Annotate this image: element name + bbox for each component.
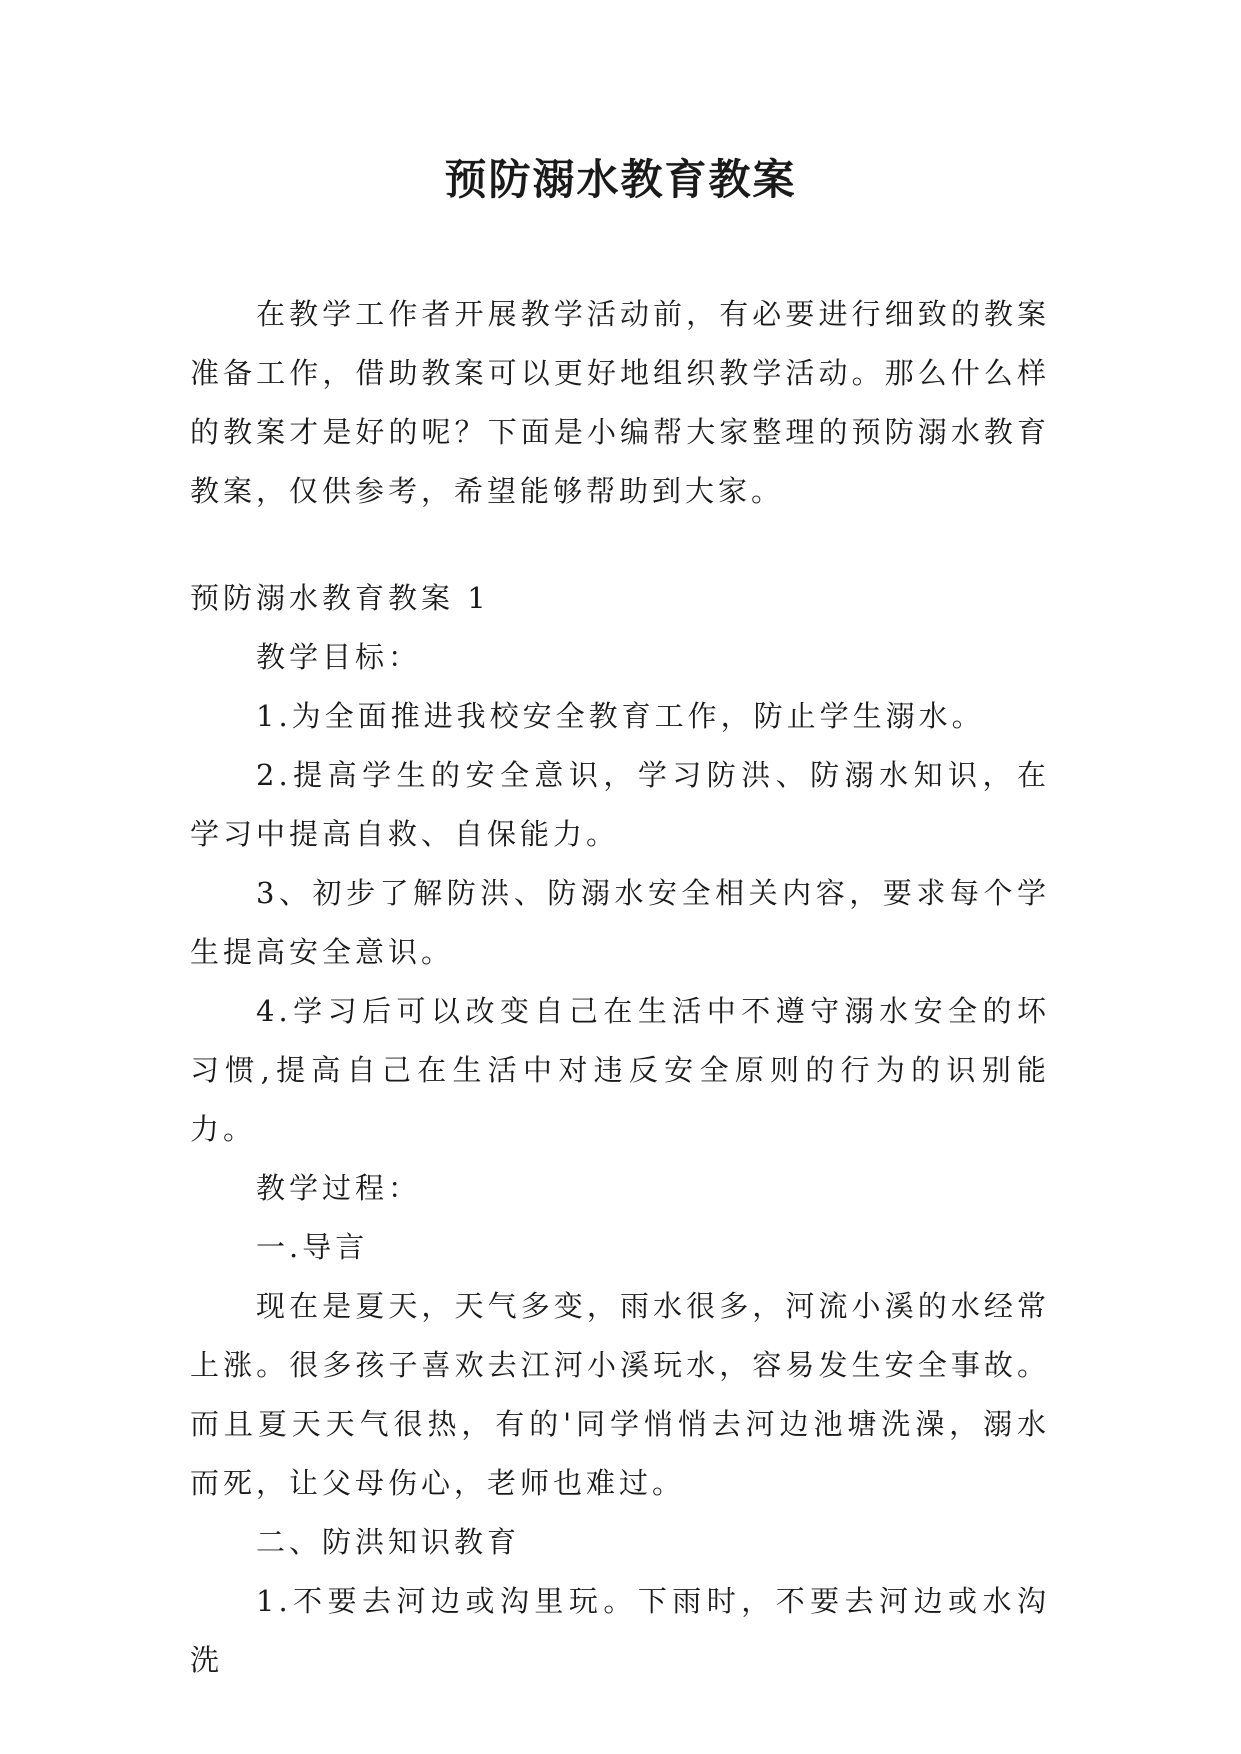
- document-body: [190, 285, 1050, 1690]
- body-paragraph: 一.导言: [256, 1230, 369, 1264]
- document-title: 预防溺水教育教案: [444, 155, 797, 204]
- body-paragraph: 二、防洪知识教育: [256, 1525, 521, 1559]
- body-paragraph: 2.提高学生的安全意识，学习防洪、防溺水知识，在学习中提高自救、自保能力。: [190, 758, 1050, 851]
- body-paragraph: 3、初步了解防洪、防溺水安全相关内容，要求每个学生提高安全意识。: [190, 876, 1050, 969]
- section-heading: 预防溺水教育教案 1: [190, 581, 490, 615]
- body-paragraph: 现在是夏天，天气多变，雨水很多，河流小溪的水经常上涨。很多孩子喜欢去江河小溪玩水，容易发生安全事故。而且夏天天气很热，有的'同学悄悄去河边池塘洗澡，溺水而死，让父母伤心，老师也难过。: [190, 1289, 1050, 1500]
- paragraph-gap: [190, 521, 1050, 569]
- body-paragraph: 4.学习后可以改变自己在生活中不遵守溺水安全的坏习惯,提高自己在生活中对违反安全原则的行为的识别能力。: [190, 994, 1050, 1146]
- body-paragraph: 教学过程：: [256, 1171, 422, 1205]
- intro-paragraph: 在教学工作者开展教学活动前，有必要进行细致的教案准备工作，借助教案可以更好地组织教学活动。那么什么样的教案才是好的呢？下面是小编帮大家整理的预防溺水教育教案，仅供参考，希望能够帮助到大家。: [190, 297, 1050, 508]
- body-paragraph: 1.不要去河边或沟里玩。下雨时，不要去河边或水沟洗: [190, 1584, 1050, 1677]
- body-paragraph: 教学目标：: [256, 640, 422, 674]
- body-paragraph: 1.为全面推进我校安全教育工作，防止学生溺水。: [256, 699, 985, 733]
